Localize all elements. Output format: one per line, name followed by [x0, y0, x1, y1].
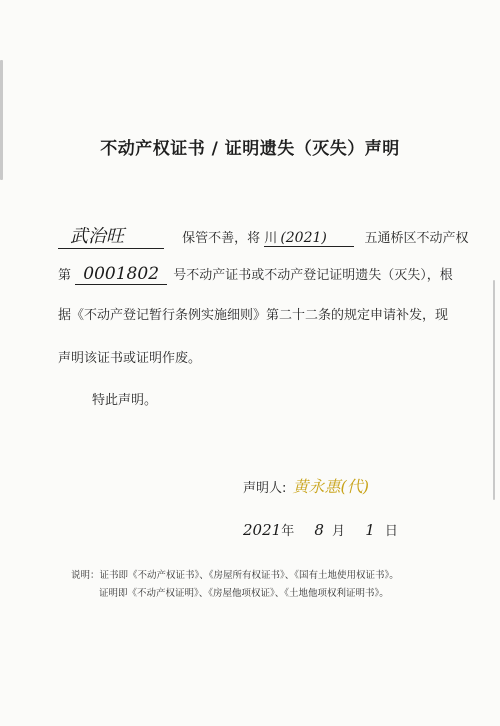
owner-name-handwritten: 武治旺 — [58, 222, 164, 249]
certificate-prefix-field — [264, 227, 354, 247]
declarant-signature: 黄永惠(代) — [292, 477, 370, 496]
date-month-handwritten: 8 — [314, 521, 324, 539]
statement-text: 第 — [58, 268, 72, 283]
closing-statement: 特此声明。 — [92, 393, 158, 408]
scan-edge-mark — [0, 60, 3, 180]
declarant-row — [243, 474, 369, 497]
statement-line-2 — [58, 264, 453, 285]
date-day-handwritten: 1 — [365, 521, 375, 539]
statement-text: 五通桥区不动产权 — [364, 231, 469, 246]
certificate-year-handwritten: (2021) — [280, 230, 327, 246]
statement-text: 号不动产证书或不动产登记证明遗失（灭失），根 — [173, 268, 453, 283]
statement-text: 保管不善，将 — [182, 231, 261, 246]
statement-line-1 — [58, 222, 468, 249]
statement-line-3: 据《不动产登记暂行条例实施细则》第二十二条的规定申请补发，现 — [58, 308, 449, 323]
certificate-prefix: 川 — [264, 231, 278, 246]
date-year-label: 年 — [281, 524, 295, 539]
date-day-label: 日 — [384, 524, 398, 539]
note-line-1: 说明：证书即《不动产权证书》、《房屋所有权证书》、《国有土地使用权证书》。 — [71, 570, 399, 581]
date-row — [243, 520, 398, 539]
certificate-number-handwritten: 0001802 — [75, 264, 167, 285]
date-month-label: 月 — [332, 524, 346, 539]
scan-edge-mark — [493, 280, 495, 500]
document-title: 不动产权证书 / 证明遗失（灭失）声明 — [100, 139, 400, 159]
date-year-handwritten: 2021 — [243, 521, 282, 539]
statement-line-4: 声明该证书或证明作废。 — [58, 351, 202, 366]
note-line-2: 证明即《不动产权证明》、《房屋他项权证》、《土地他项权利证明书》。 — [99, 588, 389, 599]
declarant-label: 声明人: — [243, 481, 287, 496]
